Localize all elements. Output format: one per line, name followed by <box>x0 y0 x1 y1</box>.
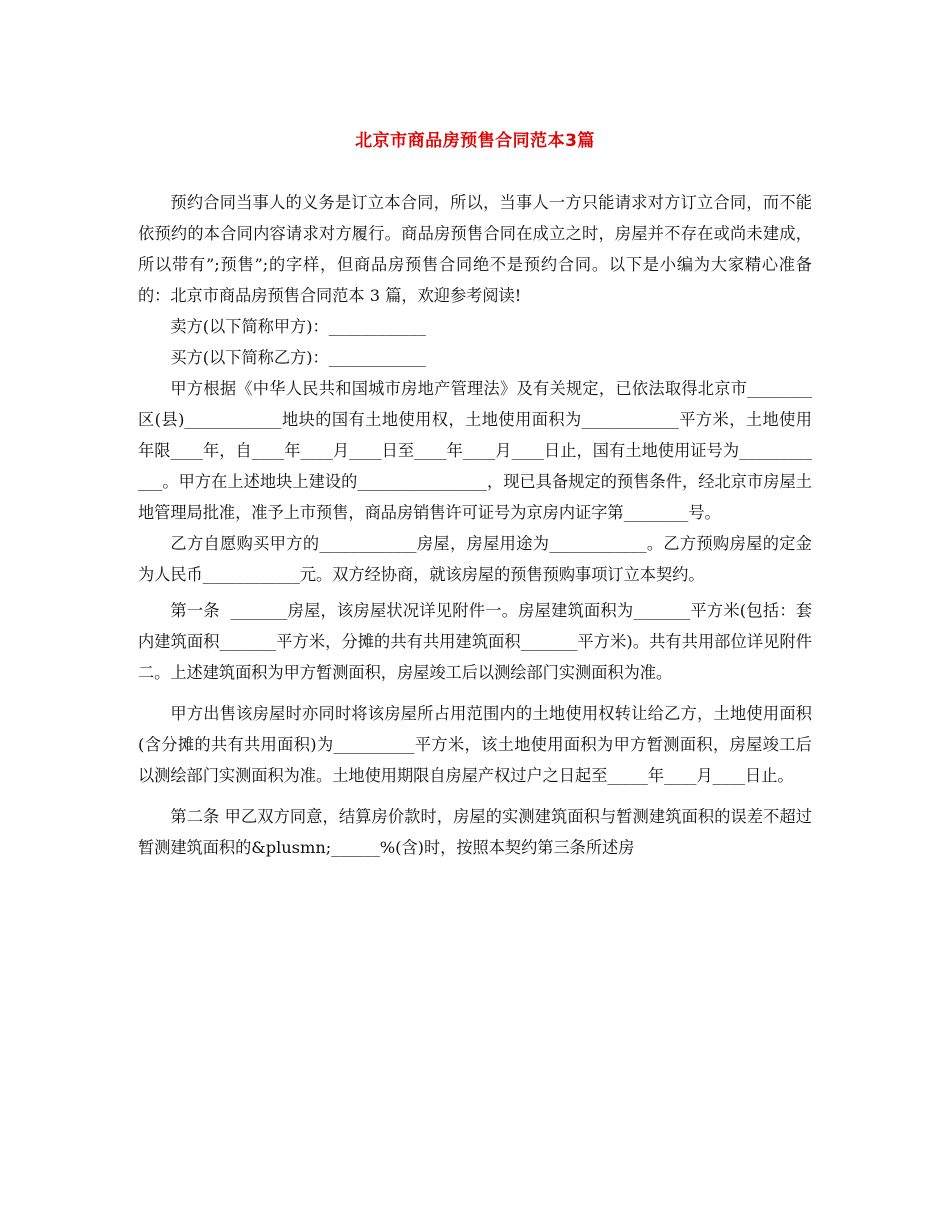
intro-paragraph: 预约合同当事人的义务是订立本合同，所以，当事人一方只能请求对方订立合同，而不能依预约的本合同内容请求对方履行。商品房预售合同在成立之时，房屋并不存在或尚未建成，所以带有”;预售”;的字样，但商品房预售合同绝不是预约合同。以下是小编为大家精心准备的：北京市商品房预售合同范本 3 篇，欢迎参考阅读! <box>138 193 812 305</box>
article-one-paragraph: 第一条 _______房屋，该房屋状况详见附件一。房屋建筑面积为_______平方米(包括：套内建筑面积_______平方米，分摊的共有共用建筑面积_______平方米)。共有共用部位详见附件二。上述建筑面积为甲方暂测面积，房屋竣工后以测绘部门实测面积为准。 <box>138 601 812 682</box>
document-body <box>138 187 812 863</box>
buyer-line: 买方(以下简称乙方)：____________ <box>170 348 426 367</box>
seller-line: 卖方(以下简称甲方)：____________ <box>170 317 426 336</box>
land-use-paragraph: 甲方根据《中华人民共和国城市房地产管理法》及有关规定，已依法取得北京市________区(县)____________地块的国有土地使用权，土地使用面积为____________平方米，土地使用年限____年，自____年____月____日至____年____月____日止，国有土地使用证号为____________。甲方在上述地块上建设的________________，现已具备规定的预售条件，经北京市房屋土地管理局批准，准予上市预售，商品房销售许可证号为京房内证字第________号。 <box>138 379 812 522</box>
document-title: 北京市商品房预售合同范本3篇 <box>355 131 595 151</box>
article-two-paragraph: 第二条 甲乙双方同意，结算房价款时，房屋的实测建筑面积与暂测建筑面积的误差不超过暂测建筑面积的&plusmn;______%(含)时，按照本契约第三条所述房 <box>138 807 812 857</box>
land-transfer-paragraph: 甲方出售该房屋时亦同时将该房屋所占用范围内的土地使用权转让给乙方，土地使用面积(含分摊的共有共用面积)为__________平方米，该土地使用面积为甲方暂测面积，房屋竣工后以测绘部门实测面积为准。土地使用期限自房屋产权过户之日起至_____年____月____日止。 <box>138 704 812 785</box>
purchase-paragraph: 乙方自愿购买甲方的____________房屋，房屋用途为____________。乙方预购房屋的定金为人民币____________元。双方经协商，就该房屋的预售预购事项订立本契约。 <box>138 534 812 584</box>
